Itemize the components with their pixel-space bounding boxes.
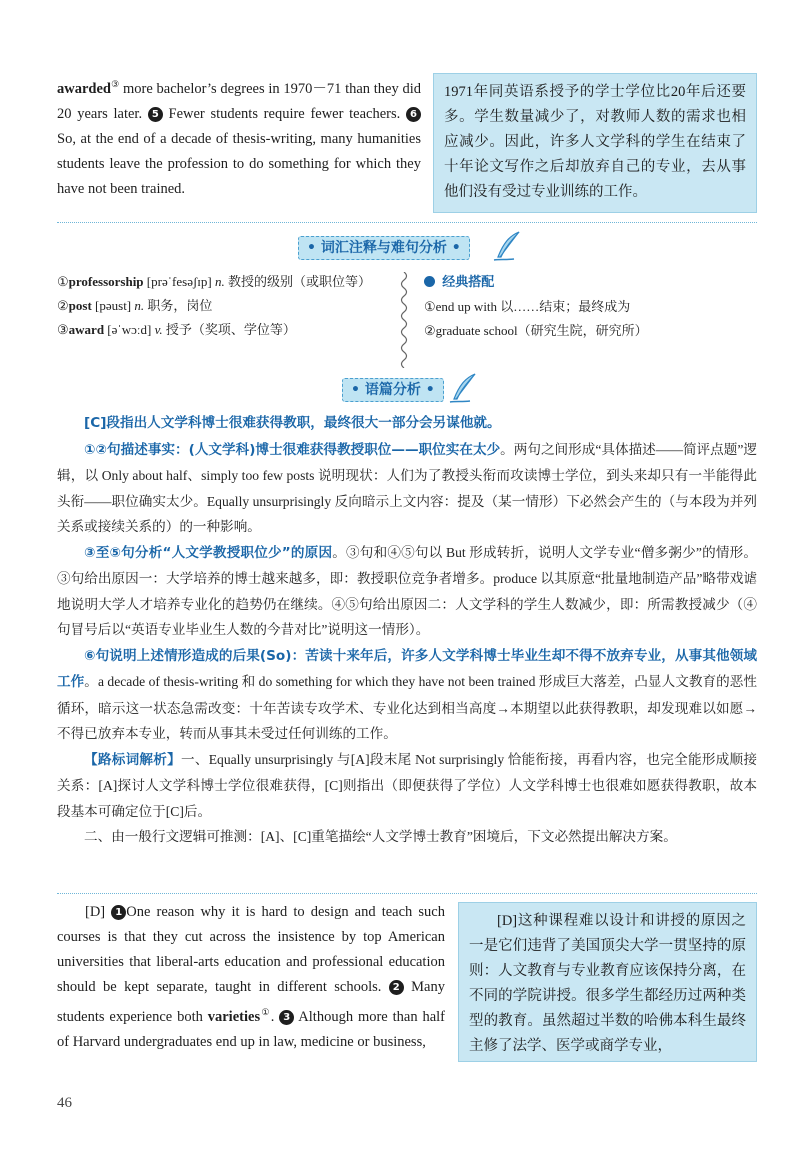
sentence-4-part: more bachelor’s degrees in 1970－71 than they did 20 years later.: [57, 80, 421, 122]
sentence-3: Although more than half of Harvard undergraduates end up in law, medicine or business,: [57, 1008, 446, 1050]
sentence-number-2: 2: [389, 980, 404, 995]
page-number: 46: [57, 1095, 72, 1111]
paragraph-label: [D]: [85, 904, 112, 920]
divider-top: [57, 222, 757, 223]
vocab-item: ①professorship [prəˈfesəʃɪp] n. 教授的级别（或职位等）: [57, 274, 372, 289]
vocab-word: professorship: [68, 274, 144, 289]
sentence-number-3: 3: [279, 1010, 294, 1025]
sentence-2: Many students experience both: [57, 979, 445, 1025]
vocab-item: ③award [əˈwɔːd] v. 授予（奖项、学位等）: [57, 322, 296, 337]
vocab-word: award: [68, 322, 105, 337]
vocab-section-title: • 词汇注释与难句分析 •: [298, 236, 470, 260]
collocation-item: ②graduate school（研究生院，研究所）: [424, 323, 648, 338]
collocation-header: [424, 270, 648, 295]
word-varieties: varieties: [207, 1008, 261, 1025]
bottom-translation-text: [D]这种课程难以设计和讲授的原因之一是它们违背了美国顶尖大学一贯坚持的原则：人文教育与专业教育应该保持分离，在不同的学院讲授。很多学生都经历过两种类型的教育。虽然超过半数的哈佛本科生最终主修了法学、医学或商学专业，: [469, 913, 746, 1054]
divider-bottom: [57, 893, 757, 894]
analysis-paragraph-3: ⑥句说明上述情形造成的后果(So)：苦读十来年后，许多人文学科博士毕业生却不得不放弃专业，从事其他领域工作。a decade of thesis-writing 和 do something for which they have not been trained 形成巨大落差，凸显人文教育的恶性循环，暗示这一状态急需改变：十年苦读专攻学术、专业化达到相当高度→本期望以此获得教职，却发现难以如愿→不得已放弃本专业，转而从事其未受过任何训练的工作。: [57, 647, 758, 741]
feather-pen-icon: [492, 230, 522, 262]
analysis-summary: [C]段指出人文学科博士很难获得教职，最终很大一部分会另谋他就。: [84, 415, 501, 431]
vocab-word: post: [68, 298, 92, 313]
word-awarded: awarded: [57, 80, 111, 97]
bottom-translation-box: [458, 902, 757, 1062]
sentence-number-6: 6: [406, 107, 421, 122]
sentence-1: One reason why it is hard to design and teach such courses is that they cut across the insistence by top American universities that liberal-arts education and professional education should be kept separate, taught in different schools.: [57, 904, 445, 995]
analysis-body: [57, 410, 757, 850]
analysis-paragraph-1: ①②句描述事实：(人文学科)博士很难获得教授职位——职位实在太少。两句之间形成“具体描述——简评点题”逻辑，以 Only about half、simply too few posts 说明现状：人们为了教授头衔而攻读博士学位，到头来却只有一半能得此头衔——职位确实太少。Equally unsurprisingly 反向暗示上文内容：提及（某一情形）下必然会产生的（与本段为并列关系或接续关系的）的一种影响。: [57, 441, 757, 534]
vocab-item: ②post [pəust] n. 职务，岗位: [57, 298, 213, 313]
sentence-5: Fewer students require fewer teachers.: [162, 105, 406, 122]
sentence-number-1: 1: [111, 905, 126, 920]
top-translation-box: [433, 73, 757, 213]
bottom-english-paragraph: [D] 1 One reason why it is hard to design and teach such courses is that they cut across the insistence by top American universities that liberal-arts education and professional education should be kept separate, taught in different schools. 2 Many students experience both varieties①. 3 Although more than half of Harvard undergraduates end up in law, medicine or business,: [57, 904, 446, 1050]
collocation-list: [424, 270, 648, 343]
footnote-marker: ③: [110, 79, 120, 89]
feather-pen-icon: [448, 372, 478, 404]
analysis-paragraph-2: ③至⑤句分析“人文学教授职位少”的原因。③句和④⑤句以 But 形成转折，说明人文学专业“僧多粥少”的情形。③句给出原因一：大学培养的博士越来越多，即：教授职位竞争者增多。produce 以其原意“批量地制造产品”略带戏谑地说明大学人才培养专业化的趋势仍在继续。④⑤句给出原因二：人文学科的学生人数减少，即：所需教授减少（④句冒号后以“英语专业毕业生人数的今昔对比”说明这一情形）。: [57, 544, 757, 637]
collocation-title: 经典搭配: [442, 275, 495, 290]
signpost-analysis-2: 二、由一般行文逻辑可推测：[A]、[C]重笔描绘“人文学博士教育”困境后，下文必然提出解决方案。: [84, 829, 677, 844]
top-translation-text: 1971年同英语系授予的学士学位比20年后还要多。学生数量减少了，对教师人数的需求也相应减少。因此，许多人文学科的学生在结束了十年论文写作之后却放弃自己的专业，去从事他们没有受过专业训练的工作。: [444, 84, 746, 200]
bullet-dot-icon: [424, 276, 435, 287]
footnote-marker: ①: [260, 1007, 271, 1017]
signpost-analysis: 【路标词解析】一、Equally unsurprisingly 与[A]段末尾 Not surprisingly 恰能衔接，再看内容，也完全能形成顺接关系：[A]探讨人文学科博士学位很难获得，[C]则指出（即便获得了学位）人文学科博士也很难如愿获得教职，故本段基本可确定位于[C]后。: [57, 751, 757, 819]
sentence-6: So, at the end of a decade of thesis-writing, many humanities students leave the profession to do something for which they have not been trained.: [57, 130, 421, 197]
collocation-item: ①end up with 以……结束；最终成为: [424, 299, 631, 314]
top-english-paragraph: [57, 72, 421, 202]
vocab-list: [57, 270, 371, 342]
sentence-number-5: 5: [148, 107, 163, 122]
wavy-divider: [398, 272, 410, 368]
analysis-section-title: • 语篇分析 •: [342, 378, 444, 402]
